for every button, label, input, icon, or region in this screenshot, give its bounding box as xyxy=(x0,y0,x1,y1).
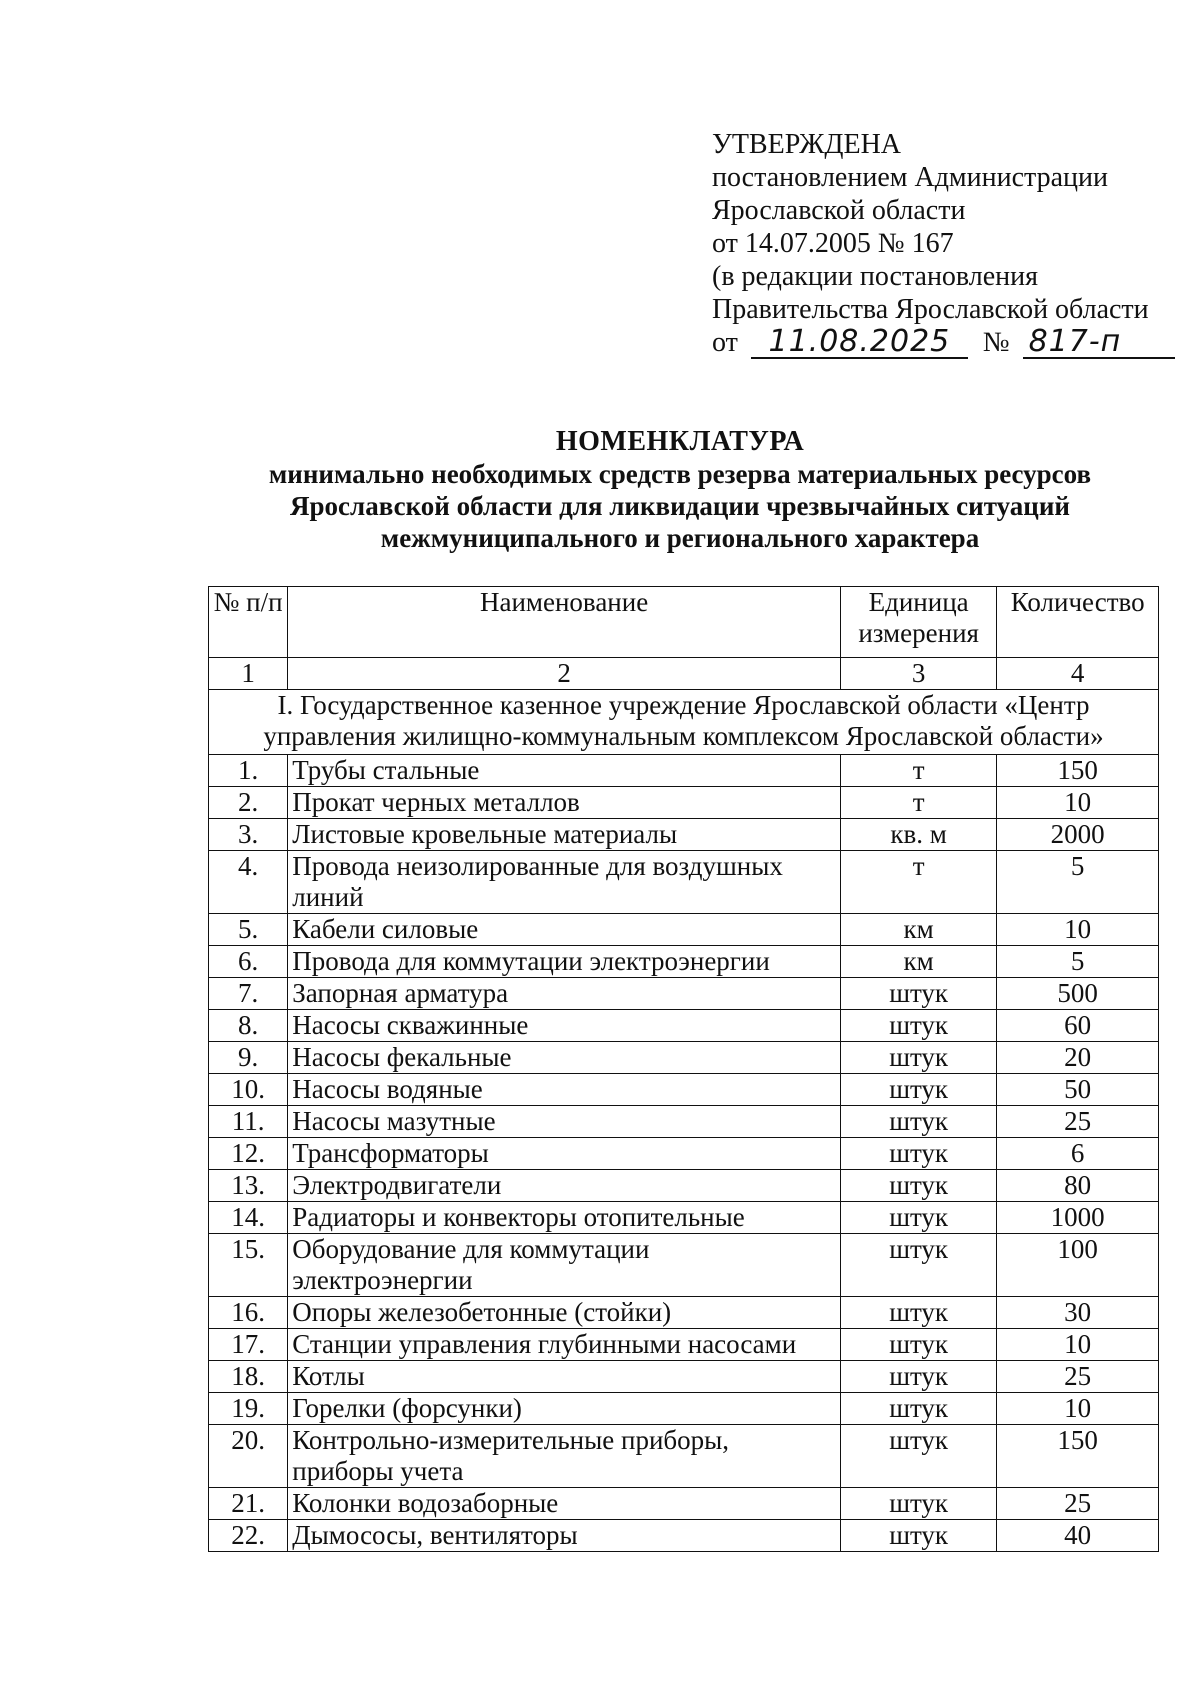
approval-line: от 14.07.2005 № 167 xyxy=(712,228,954,259)
row-unit: штук xyxy=(840,1042,996,1074)
row-unit: штук xyxy=(840,1425,996,1488)
row-number: 19. xyxy=(209,1393,288,1425)
table-row xyxy=(209,978,1159,1010)
row-quantity: 150 xyxy=(997,1425,1159,1488)
document-title xyxy=(0,426,1200,554)
row-unit: штук xyxy=(840,1234,996,1297)
row-number: 14. xyxy=(209,1202,288,1234)
row-quantity: 10 xyxy=(997,1329,1159,1361)
title-main: НОМЕНКЛАТУРА xyxy=(555,426,805,457)
header-qty: Количество xyxy=(997,587,1159,658)
table-row xyxy=(209,1170,1159,1202)
table-row xyxy=(209,1393,1159,1425)
row-name: Котлы xyxy=(288,1361,841,1393)
section-row xyxy=(209,690,1159,755)
approval-line: Правительства Ярославской области xyxy=(712,294,1149,325)
row-unit: штук xyxy=(840,978,996,1010)
row-number: 22. xyxy=(209,1520,288,1552)
row-quantity: 50 xyxy=(997,1074,1159,1106)
row-quantity: 80 xyxy=(997,1170,1159,1202)
row-unit: штук xyxy=(840,1520,996,1552)
handwritten-date: 11.08.2025 xyxy=(751,327,968,359)
row-name: Запорная арматура xyxy=(288,978,841,1010)
row-unit: штук xyxy=(840,1074,996,1106)
row-name: Контрольно-измерительные приборы, приборы учета xyxy=(288,1425,841,1488)
row-unit: т xyxy=(840,755,996,787)
row-unit: кв. м xyxy=(840,819,996,851)
approval-heading: УТВЕРЖДЕНА xyxy=(712,129,902,160)
row-unit: штук xyxy=(840,1329,996,1361)
row-number: 21. xyxy=(209,1488,288,1520)
column-number-row xyxy=(209,658,1159,690)
header-num: № п/п xyxy=(209,587,288,658)
row-unit: штук xyxy=(840,1202,996,1234)
row-name: Радиаторы и конвекторы отопительные xyxy=(288,1202,841,1234)
table-row xyxy=(209,1106,1159,1138)
row-number: 16. xyxy=(209,1297,288,1329)
row-name: Дымососы, вентиляторы xyxy=(288,1520,841,1552)
row-number: 8. xyxy=(209,1010,288,1042)
row-number: 10. xyxy=(209,1074,288,1106)
row-name: Станции управления глубинными насосами xyxy=(288,1329,841,1361)
row-name: Провода неизолированные для воздушных линий xyxy=(288,851,841,914)
row-unit: штук xyxy=(840,1106,996,1138)
table-row xyxy=(209,1425,1159,1488)
row-name: Электродвигатели xyxy=(288,1170,841,1202)
table-row xyxy=(209,1488,1159,1520)
row-name: Насосы водяные xyxy=(288,1074,841,1106)
header-name: Наименование xyxy=(288,587,841,658)
table-row xyxy=(209,1297,1159,1329)
row-name: Провода для коммутации электроэнергии xyxy=(288,946,841,978)
row-number: 18. xyxy=(209,1361,288,1393)
handwritten-number: 817-п xyxy=(1023,327,1175,359)
row-number: 5. xyxy=(209,914,288,946)
row-quantity: 25 xyxy=(997,1488,1159,1520)
row-unit: км xyxy=(840,946,996,978)
row-unit: штук xyxy=(840,1297,996,1329)
row-number: 20. xyxy=(209,1425,288,1488)
approval-line: (в редакции постановления xyxy=(712,261,1039,292)
table-row xyxy=(209,787,1159,819)
table-body xyxy=(209,587,1159,1552)
table-row xyxy=(209,1329,1159,1361)
table-row xyxy=(209,1234,1159,1297)
column-number: 3 xyxy=(840,658,996,690)
row-name: Листовые кровельные материалы xyxy=(288,819,841,851)
row-quantity: 10 xyxy=(997,1393,1159,1425)
row-number: 15. xyxy=(209,1234,288,1297)
column-number: 1 xyxy=(209,658,288,690)
row-number: 11. xyxy=(209,1106,288,1138)
row-number: 1. xyxy=(209,755,288,787)
row-unit: км xyxy=(840,914,996,946)
row-unit: штук xyxy=(840,1170,996,1202)
section-title: I. Государственное казенное учреждение Ярославской области «Центр управления жилищно-коммунальным комплексом Ярославской области» xyxy=(209,690,1159,755)
row-number: 4. xyxy=(209,851,288,914)
table-row xyxy=(209,755,1159,787)
table-row xyxy=(209,1010,1159,1042)
table-header-row xyxy=(209,587,1159,658)
row-unit: штук xyxy=(840,1138,996,1170)
row-quantity: 500 xyxy=(997,978,1159,1010)
row-number: 7. xyxy=(209,978,288,1010)
row-name: Насосы скважинные xyxy=(288,1010,841,1042)
approval-date-line xyxy=(712,326,1175,359)
row-name: Насосы мазутные xyxy=(288,1106,841,1138)
table-row xyxy=(209,1361,1159,1393)
row-quantity: 25 xyxy=(997,1106,1159,1138)
row-number: 13. xyxy=(209,1170,288,1202)
row-name: Колонки водозаборные xyxy=(288,1488,841,1520)
row-number: 9. xyxy=(209,1042,288,1074)
table-row xyxy=(209,1074,1159,1106)
row-number: 12. xyxy=(209,1138,288,1170)
row-name: Кабели силовые xyxy=(288,914,841,946)
row-number: 6. xyxy=(209,946,288,978)
row-name: Трансформаторы xyxy=(288,1138,841,1170)
nomenclature-table xyxy=(208,586,1159,1552)
approval-block xyxy=(712,128,1175,359)
row-name: Трубы стальные xyxy=(288,755,841,787)
title-subtitle: межмуниципального и регионального характера xyxy=(380,523,980,553)
row-number: 17. xyxy=(209,1329,288,1361)
row-number: 2. xyxy=(209,787,288,819)
approval-line: Ярославской области xyxy=(712,195,966,226)
row-name: Горелки (форсунки) xyxy=(288,1393,841,1425)
title-subtitle: минимально необходимых средств резерва материальных ресурсов xyxy=(268,459,1092,489)
row-name: Оборудование для коммутации электроэнергии xyxy=(288,1234,841,1297)
row-unit: штук xyxy=(840,1488,996,1520)
row-quantity: 100 xyxy=(997,1234,1159,1297)
row-unit: штук xyxy=(840,1361,996,1393)
title-subtitle: Ярославской области для ликвидации чрезвычайных ситуаций xyxy=(290,491,1070,521)
row-quantity: 40 xyxy=(997,1520,1159,1552)
date-prefix: от xyxy=(712,327,738,358)
row-name: Насосы фекальные xyxy=(288,1042,841,1074)
table-row xyxy=(209,851,1159,914)
row-quantity: 1000 xyxy=(997,1202,1159,1234)
table-row xyxy=(209,819,1159,851)
row-quantity: 20 xyxy=(997,1042,1159,1074)
table-row xyxy=(209,1520,1159,1552)
header-unit: Единица измерения xyxy=(840,587,996,658)
row-quantity: 150 xyxy=(997,755,1159,787)
table-row xyxy=(209,1042,1159,1074)
table-row xyxy=(209,946,1159,978)
row-unit: штук xyxy=(840,1393,996,1425)
row-unit: штук xyxy=(840,1010,996,1042)
table-row xyxy=(209,1202,1159,1234)
row-unit: т xyxy=(840,787,996,819)
table-row xyxy=(209,914,1159,946)
row-quantity: 30 xyxy=(997,1297,1159,1329)
column-number: 4 xyxy=(997,658,1159,690)
row-number: 3. xyxy=(209,819,288,851)
column-number: 2 xyxy=(288,658,841,690)
row-quantity: 25 xyxy=(997,1361,1159,1393)
row-name: Прокат черных металлов xyxy=(288,787,841,819)
number-prefix: № xyxy=(982,327,1010,358)
row-unit: т xyxy=(840,851,996,914)
row-quantity: 2000 xyxy=(997,819,1159,851)
row-quantity: 10 xyxy=(997,914,1159,946)
row-quantity: 6 xyxy=(997,1138,1159,1170)
approval-line: постановлением Администрации xyxy=(712,162,1108,193)
row-quantity: 60 xyxy=(997,1010,1159,1042)
row-quantity: 10 xyxy=(997,787,1159,819)
row-quantity: 5 xyxy=(997,851,1159,914)
table-row xyxy=(209,1138,1159,1170)
row-quantity: 5 xyxy=(997,946,1159,978)
row-name: Опоры железобетонные (стойки) xyxy=(288,1297,841,1329)
